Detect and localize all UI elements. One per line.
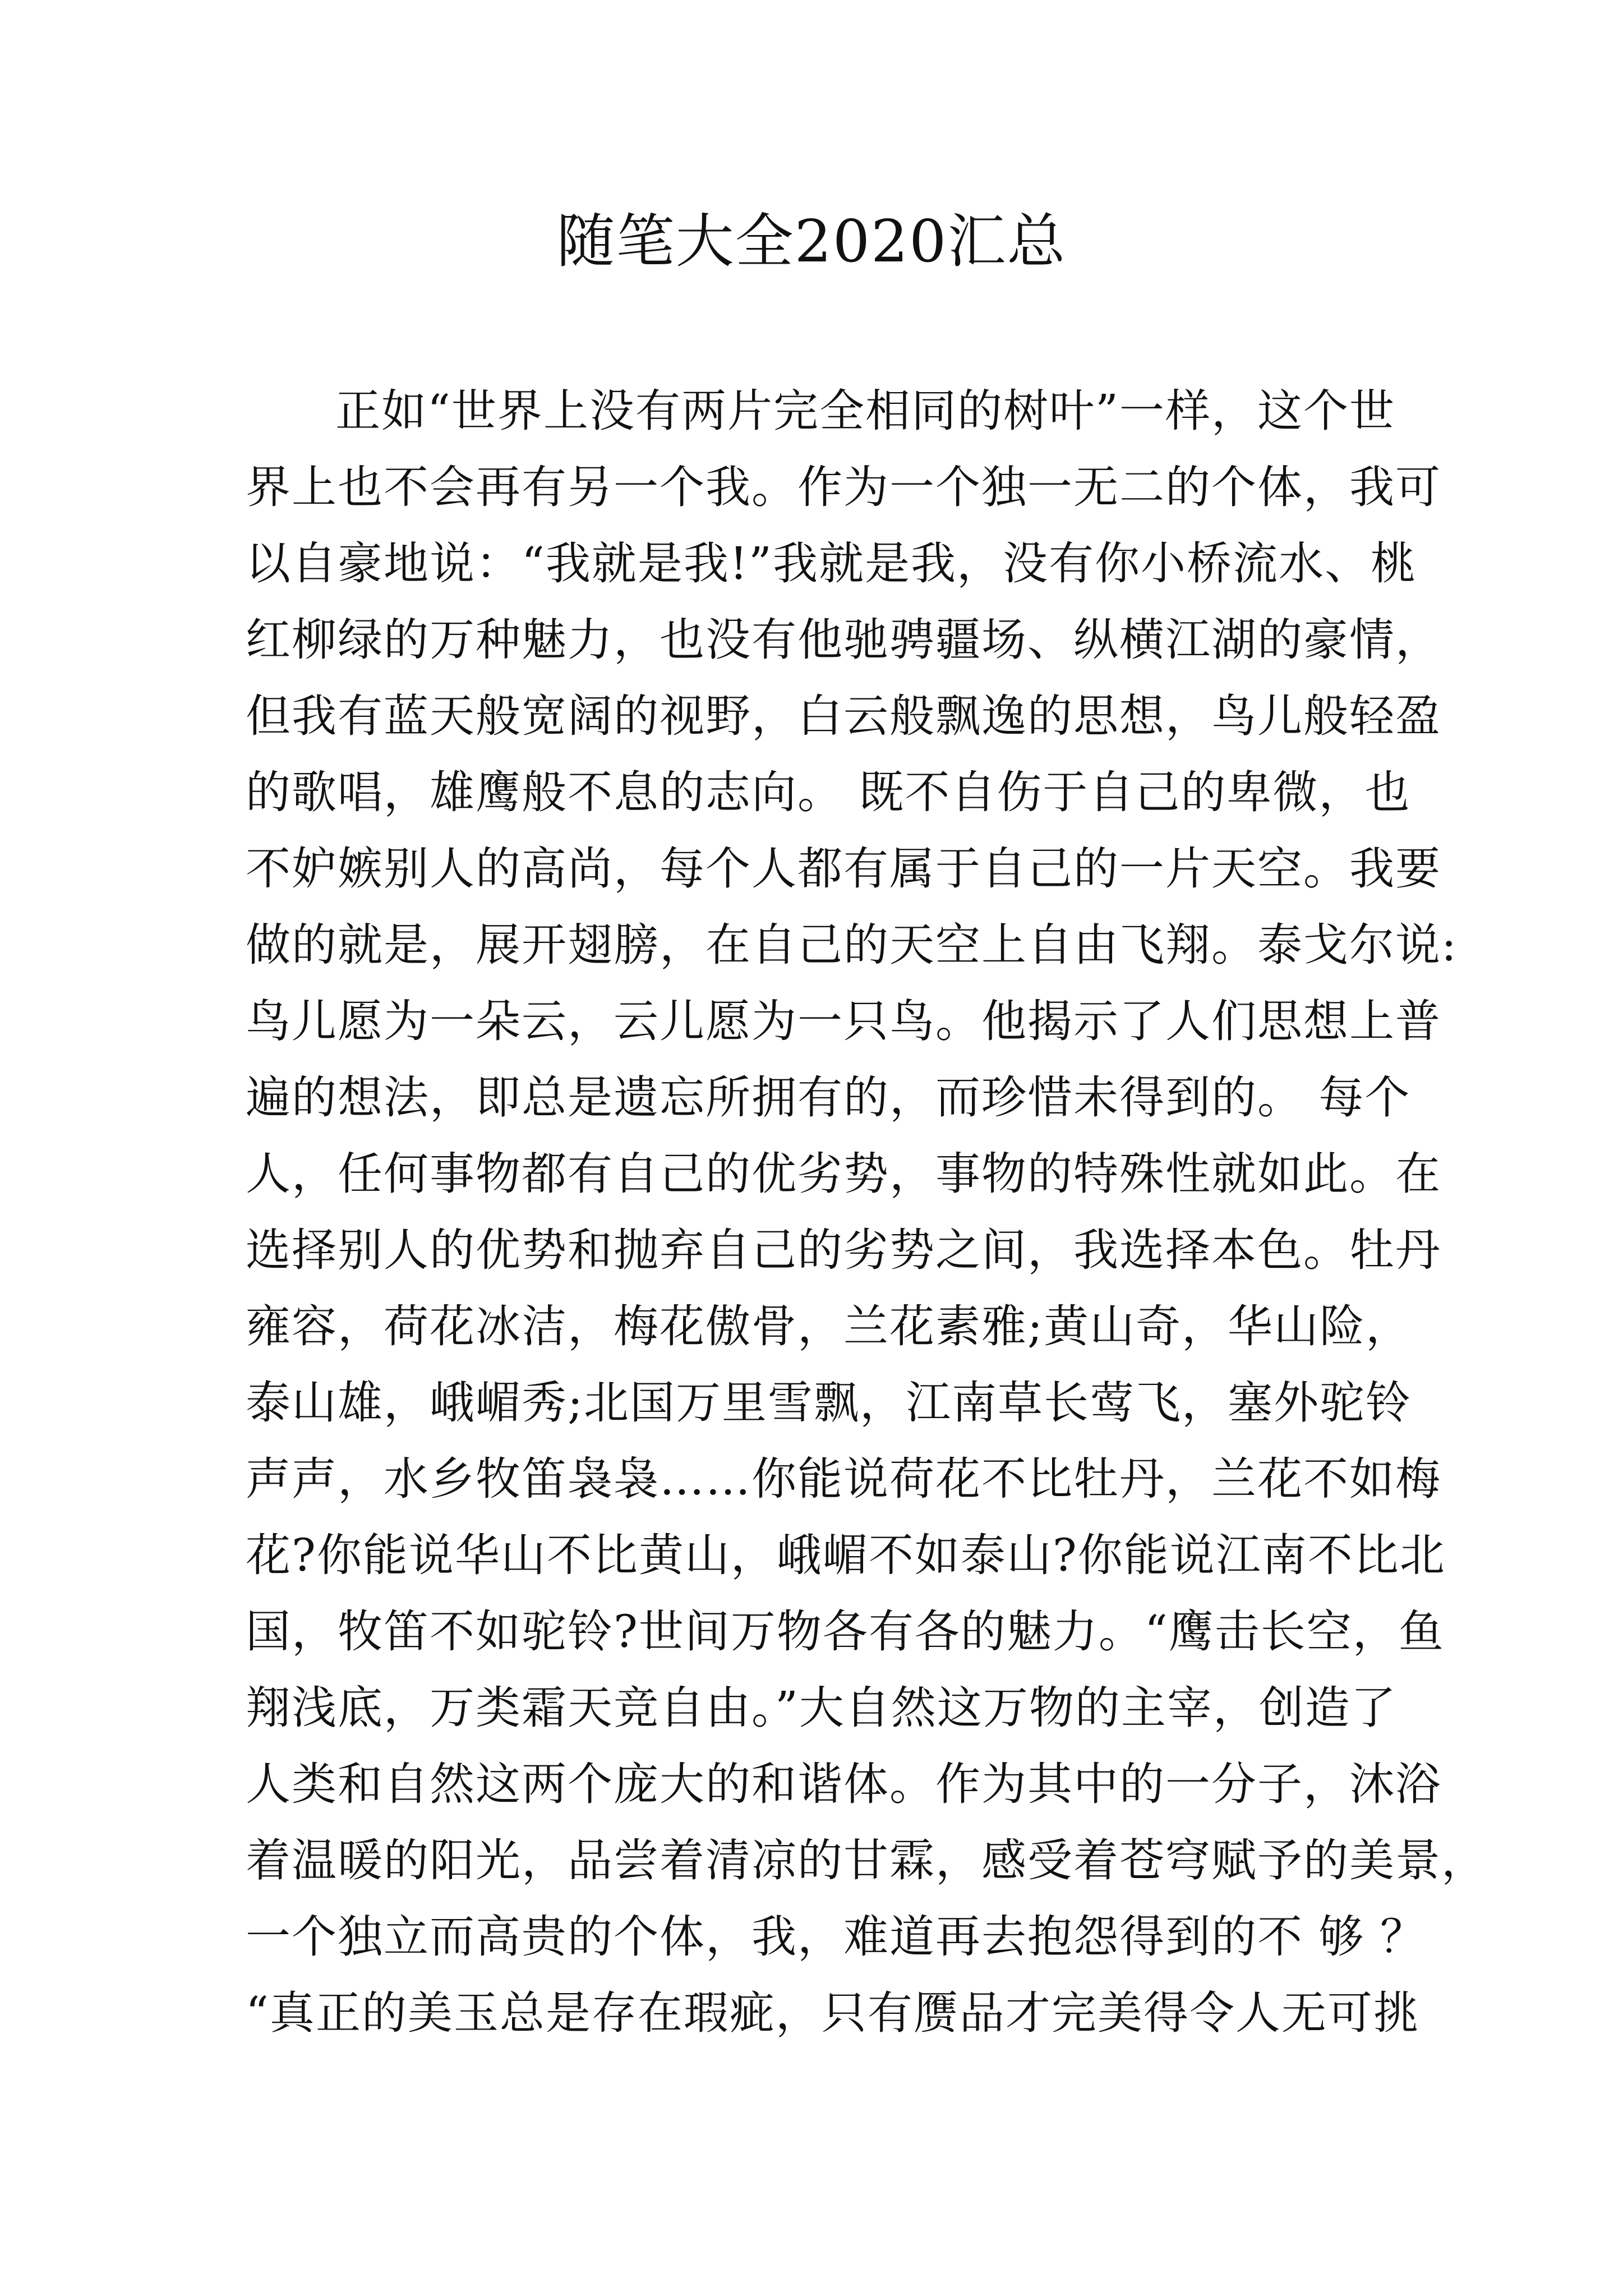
essay-line-12: 选择别人的优势和抛弃自己的劣势之间，我选择本色。牡丹 — [246, 1224, 1441, 1276]
essay-line-5: 但我有蓝天般宽阔的视野，白云般飘逸的思想，鸟儿般轻盈 — [246, 690, 1441, 742]
essay-line-7: 不妒嫉别人的高尚，每个人都有属于自己的一片天空。我要 — [246, 843, 1441, 895]
essay-line-11: 人，任何事物都有自己的优劣势，事物的特殊性就如此。在 — [246, 1148, 1441, 1200]
essay-line-16: 花?你能说华山不比黄山，峨嵋不如泰山?你能说江南不比北 — [246, 1529, 1446, 1581]
essay-line-18: 翔浅底，万类霜天竞自由。”大自然这万物的主宰，创造了 — [246, 1682, 1397, 1734]
essay-line-17: 国，牧笛不如驼铃?世间万物各有各的魅力。“鹰击长空，鱼 — [246, 1605, 1445, 1658]
document-title: 随笔大全2020汇总 — [556, 207, 1067, 275]
essay-line-4: 红柳绿的万种魅力，也没有他驰骋疆场、纵横江湖的豪情， — [246, 614, 1441, 666]
essay-line-3: 以自豪地说：“我就是我!”我就是我，没有你小桥流水、桃 — [246, 537, 1417, 590]
essay-line-13: 雍容，荷花冰洁，梅花傲骨，兰花素雅;黄山奇，华山险， — [246, 1300, 1412, 1352]
essay-line-22: “真正的美玉总是存在瑕疵，只有赝品才完美得令人无可挑 — [246, 1987, 1419, 2039]
essay-line-15: 声声，水乡牧笛袅袅……你能说荷花不比牡丹，兰花不如梅 — [246, 1453, 1441, 1505]
essay-line-20: 着温暖的阳光，品尝着清凉的甘霖，感受着苍穹赋予的美景， — [246, 1834, 1487, 1887]
essay-line-10: 遍的想法，即总是遗忘所拥有的，而珍惜未得到的。 每个 — [246, 1071, 1411, 1124]
essay-line-1: 正如“世界上没有两片完全相同的树叶”一样，这个世 — [335, 385, 1395, 437]
essay-line-21: 一个独立而高贵的个体，我，难道再去抱怨得到的不 够 ？ — [246, 1911, 1426, 1963]
essay-line-8: 做的就是，展开翅膀，在自己的天空上自由飞翔。泰戈尔说: — [246, 919, 1458, 971]
essay-line-19: 人类和自然这两个庞大的和谐体。作为其中的一分子，沐浴 — [246, 1758, 1441, 1810]
essay-line-9: 鸟儿愿为一朵云，云儿愿为一只鸟。他揭示了人们思想上普 — [246, 995, 1441, 1047]
essay-body — [246, 373, 1487, 2051]
essay-line-6: 的歌唱，雄鹰般不息的志向。 既不自伤于自己的卑微，也 — [246, 766, 1411, 818]
essay-line-2: 界上也不会再有另一个我。作为一个独一无二的个体，我可 — [246, 461, 1441, 513]
essay-line-14: 泰山雄，峨嵋秀;北国万里雪飘，江南草长莺飞，塞外驼铃 — [246, 1377, 1412, 1429]
